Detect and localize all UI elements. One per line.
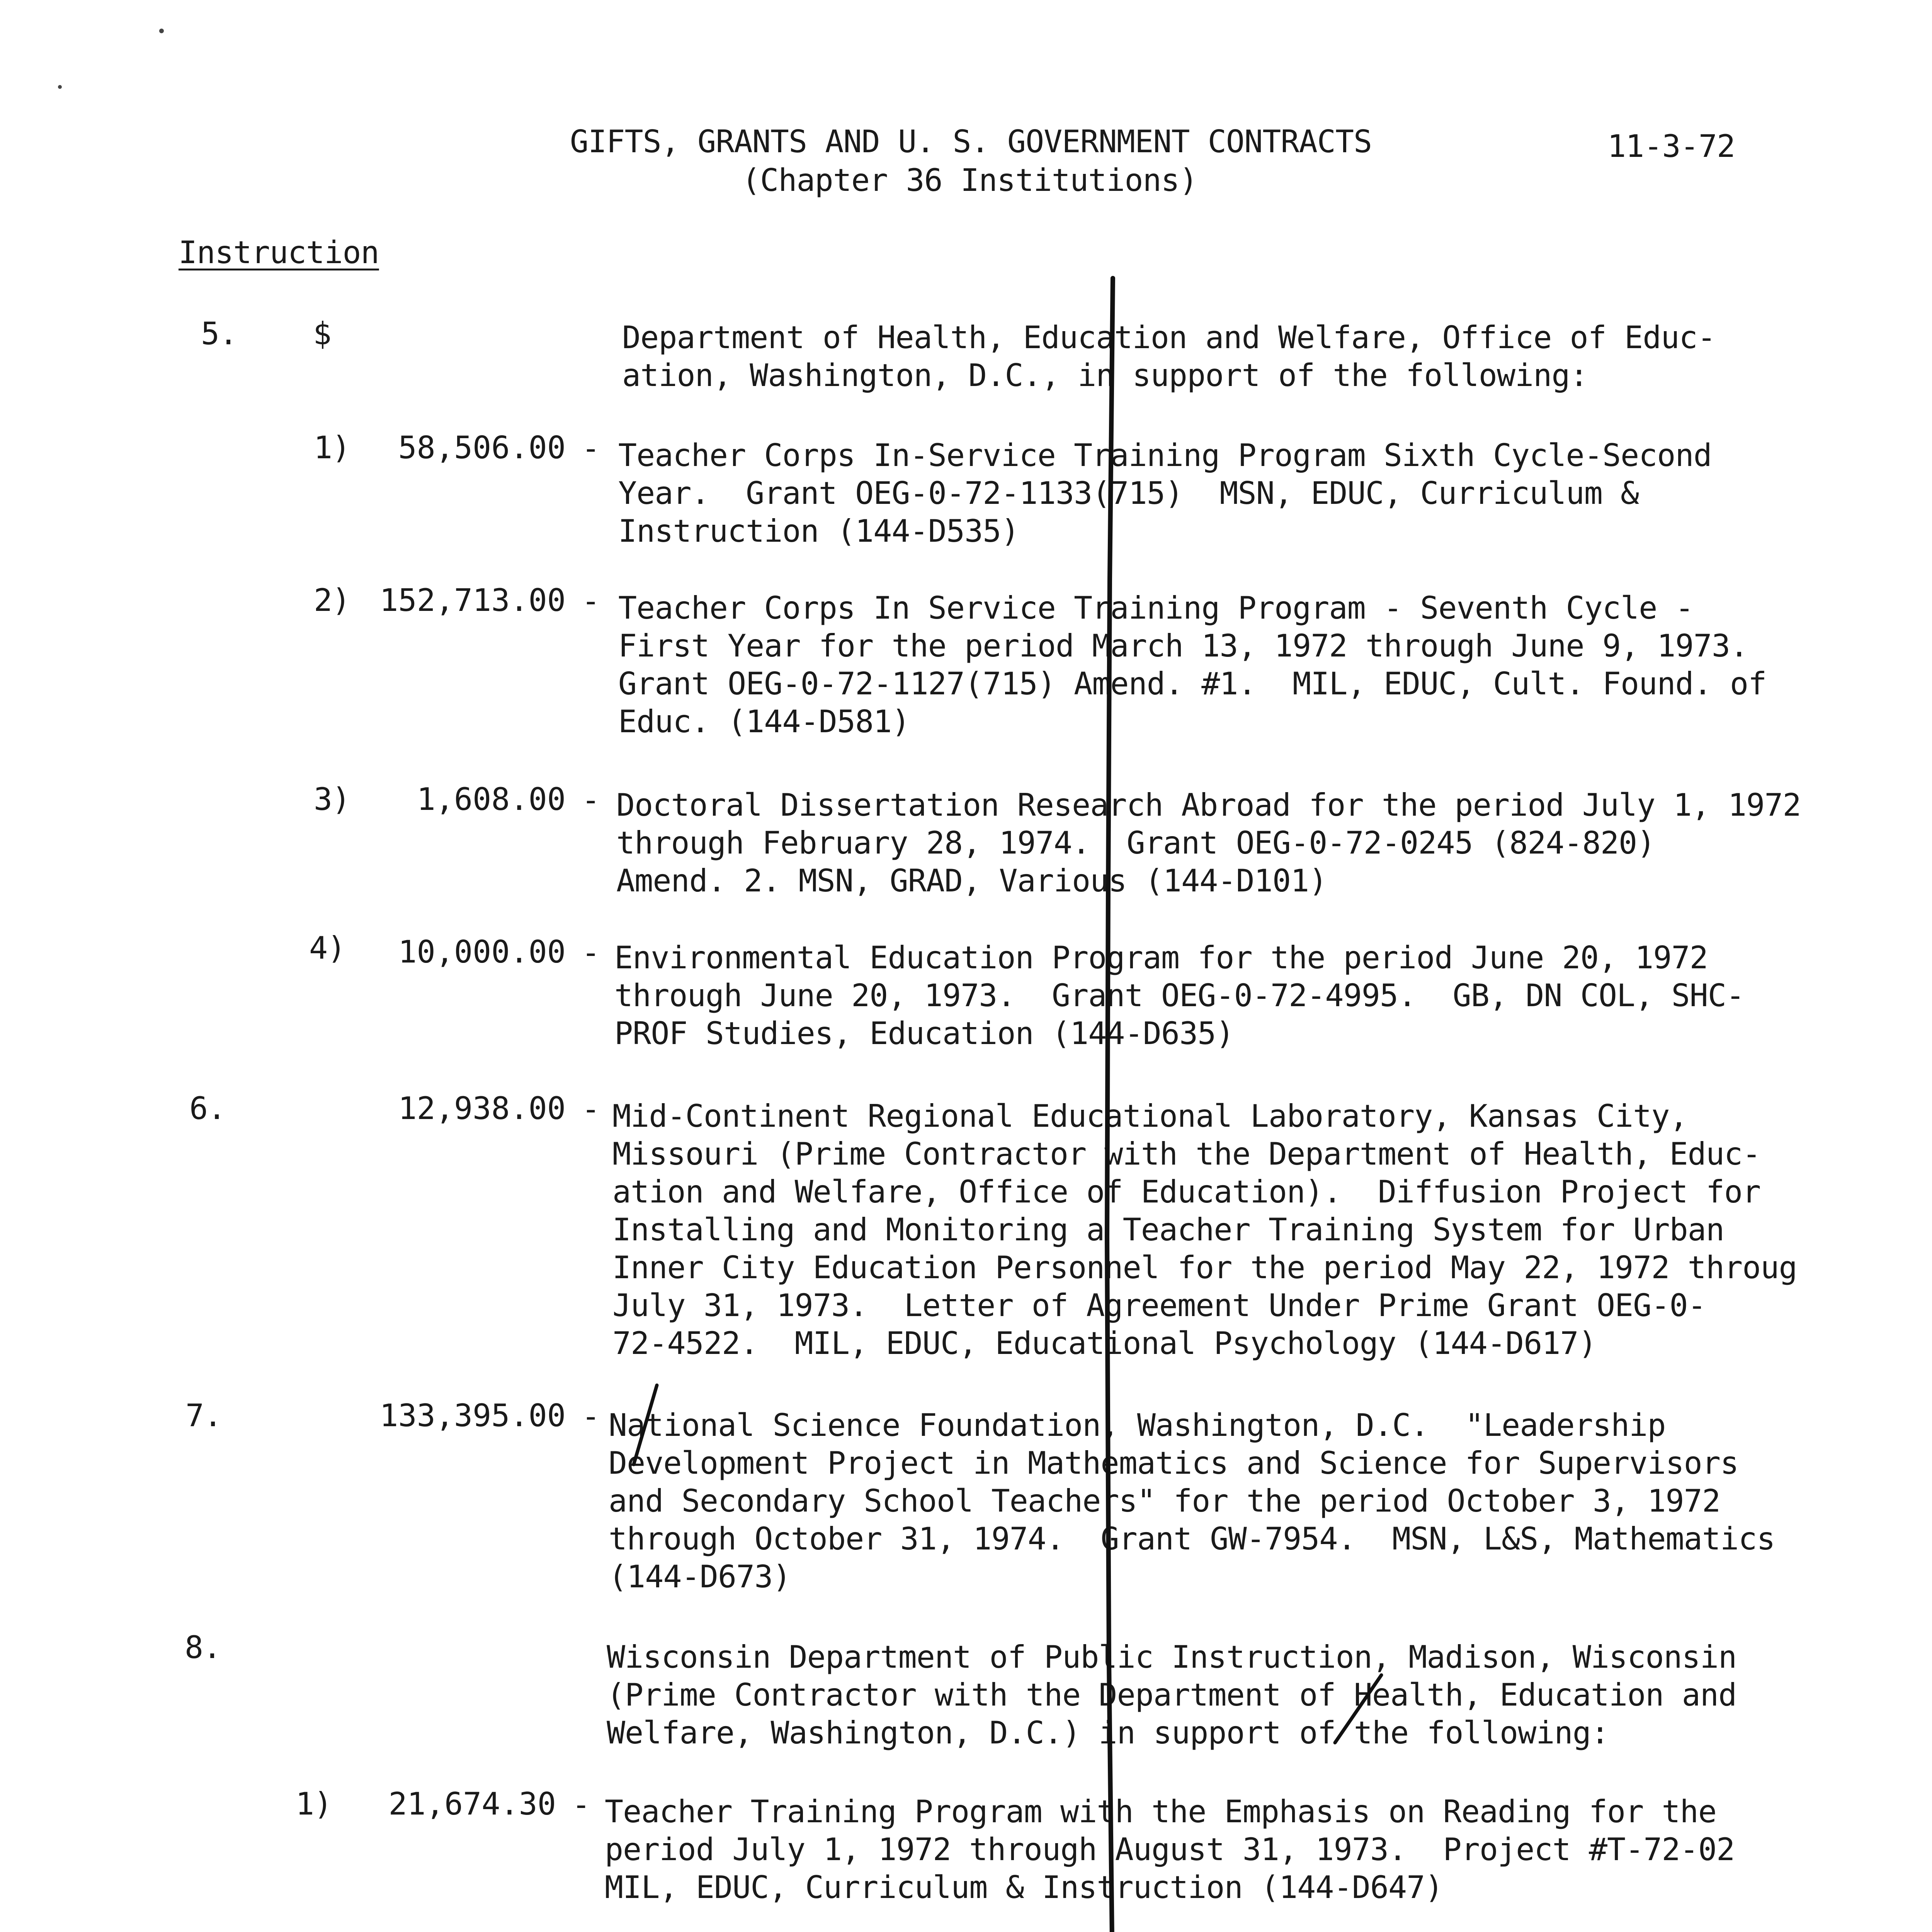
entry-number: 8. (185, 1629, 221, 1665)
speck (58, 85, 62, 89)
amount-dash: - (582, 583, 600, 619)
entry-description: Wisconsin Department of Public Instruction, Madison, Wisconsin (Prime Contractor with the Department of Health, Education and Welfare, Washington, D.C.) in support of the following: (607, 1639, 1737, 1751)
sub-entry-label: 2) (314, 582, 350, 618)
slash-mark (634, 1385, 657, 1464)
entry-amount: 12,938.00 (398, 1090, 566, 1126)
sub-entry-description: Environmental Education Program for the period June 20, 1972 through June 20, 1973. Grant OEG-0-72-4995. GB, DN COL, SHC- PROF Studies, Education (144-D635) (614, 940, 1745, 1051)
document-subtitle: (Chapter 36 Institutions) (742, 162, 1198, 198)
speck (159, 29, 164, 33)
section-heading: Instruction (179, 235, 379, 270)
sub-entry-amount: 10,000.00 (398, 934, 566, 970)
entry-amount: 133,395.00 (379, 1398, 566, 1434)
amount-dash: - (582, 782, 600, 818)
amount-dash: - (582, 935, 600, 971)
entry-description: National Science Foundation, Washington, D.C. "Leadership Development Project in Mathematics and Science for Supervisors and Secondary School Teachers" for the period October 3, 1972 through October 31, 1974. Grant GW-7954. MSN, L&S, Mathematics (144-D673) (609, 1407, 1775, 1595)
sub-entry-label: 4) (309, 930, 346, 966)
sub-entry-amount: 1,608.00 (417, 781, 566, 817)
sub-entry-description: Doctoral Dissertation Research Abroad for the period July 1, 1972 through February 28, 1974. Grant OEG-0-72-0245 (824-820) Amend. 2. MSN, GRAD, Various (144-D101) (616, 787, 1801, 899)
entry-description: Department of Health, Education and Welfare, Office of Educ- ation, Washington, D.C., in support of the following: (622, 320, 1716, 393)
sub-entry-amount: 152,713.00 (379, 582, 566, 618)
entry-description: Mid-Continent Regional Educational Laboratory, Kansas City, Missouri (Prime Contractor with the Department of Health, Educ- ation and Welfare, Office of Education). Diffusion Project for Installing and Monitoring a Teacher Training System for Urban Inner City Education Personnel for the period May 22, 1972 throug July 31, 1973. Letter of Agreement Under Prime Grant OEG-0- 72-4522. MIL, EDUC, Educational Psychology (144-D617) (612, 1098, 1797, 1361)
sub-entry-amount: 21,674.30 (388, 1786, 556, 1822)
sub-entry-description: Teacher Training Program with the Emphasis on Reading for the period July 1, 1972 through August 31, 1973. Project #T-72-02 MIL, EDUC, Curriculum & Instruction (144-D647) (605, 1794, 1735, 1905)
entry-amount: $ (313, 316, 332, 352)
sub-entry-label: 1) (314, 430, 350, 466)
amount-dash: - (582, 1091, 600, 1127)
sub-entry-description: Teacher Corps In-Service Training Program Sixth Cycle-Second Year. Grant OEG-0-72-1133(715) MSN, EDUC, Curriculum & Instruction (144-D535) (618, 437, 1712, 549)
document-date: 11-3-72 (1607, 128, 1735, 164)
entry-number: 5. (201, 316, 238, 352)
sub-entry-label: 3) (314, 781, 350, 817)
vertical-pen-line (1107, 278, 1119, 1932)
amount-dash: - (582, 1398, 600, 1434)
amount-dash: - (582, 430, 600, 466)
slash-mark (1335, 1675, 1381, 1743)
entry-number: 6. (189, 1090, 226, 1126)
entry-number: 7. (185, 1398, 222, 1434)
sub-entry-amount: 58,506.00 (398, 430, 566, 466)
sub-entry-label: 1) (296, 1786, 332, 1822)
amount-dash: - (572, 1787, 591, 1823)
document-title: GIFTS, GRANTS AND U. S. GOVERNMENT CONTRACTS (570, 124, 1372, 160)
sub-entry-description: Teacher Corps In Service Training Program - Seventh Cycle - First Year for the period March 13, 1972 through June 9, 1973. Grant OEG-0-72-1127(715) Amend. #1. MIL, EDUC, Cult. Found. of Educ. (144-D581) (618, 590, 1767, 740)
